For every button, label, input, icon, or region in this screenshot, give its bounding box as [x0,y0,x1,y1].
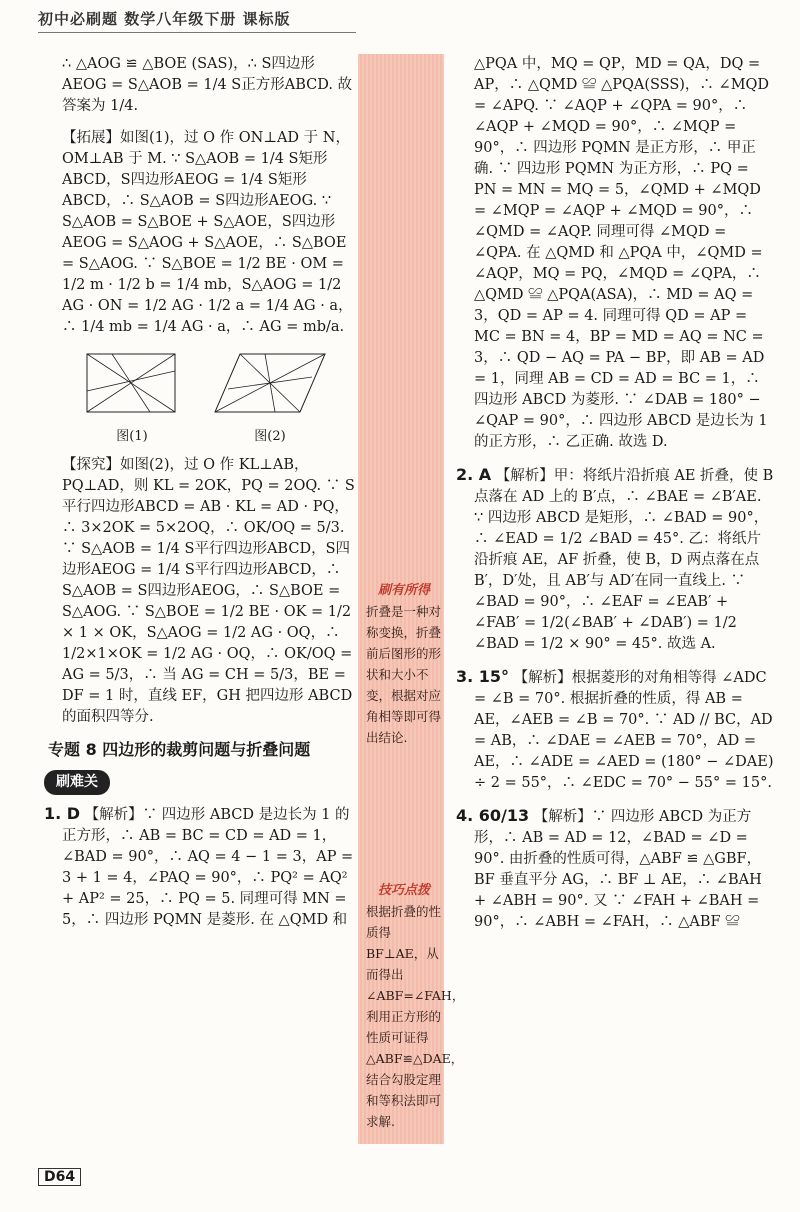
rectangle-figure [82,349,182,419]
figure-1 [82,349,182,447]
note-gain-text: 折叠是一种对称变换，折叠前后图形的形状和大小不变，根据对应角相等即可得出结论. [366,604,442,745]
note-tip [366,880,465,1132]
note-gain-title: 刷有所得 [377,583,430,598]
question-4 [456,805,774,933]
difficulty-banner [44,770,356,795]
difficulty-pill: 刷难关 [44,770,110,795]
question-1 [44,803,356,931]
question-2 [456,464,774,655]
header-rule [38,32,356,33]
question-4-number: 4. 60/13 [456,806,530,825]
page-number: D64 [38,1168,81,1186]
left-paragraph-1: ∴ △AOG ≌ △BOE (SAS)，∴ S四边形AEOG = S△AOB = 1/4 S正方形ABCD. 故答案为 1/4. [62,56,353,114]
right-paragraph-1: △PQA 中，MQ = QP，MD = QA，DQ = AP，∴ △QMD ≌ △PQA(SSS)，∴ ∠MQD = ∠APQ. ∵ ∠AQP + ∠QPA = 90°，∴ ∠AQP + ∠MQD = 90°，∴ ∠MQP = 90°，∴ 四边形 PQMN 是正方形，∴ 甲正确. ∵ 四边形 PQMN 为正方形，∴ PQ = PN = MN = MQ = 5，∠QMD + ∠MQD = ∠MQP = ∠AQP + ∠MQD = 90°，∴ ∠QMD = ∠AQP. 同理可得 ∠MQD = ∠QPA. 在 △QMD 和 △PQA 中，∠QMD = ∠AQP，MQ = PQ，∠MQD = ∠QPA，∴ △QMD ≌ △PQA(ASA)，∴ MD = AQ = 3，QD = AP = 4. 同理可得 QD = AP = MC = BN = 4，BP = MD = AQ = NC = 3，∴ QD − AQ = PA − BP，即 AB = AD = 1，同理 AB = CD = AD = BC = 1，∴ 四边形 ABCD 为菱形. ∵ ∠DAB = 180° − ∠QAP = 90°，∴ 四边形 ABCD 是边长为 1 的正方形，∴ 乙正确. 故选 D. [474,56,770,450]
figure-2-caption: 图(2) [254,429,286,444]
page-header: 初中必刷题 数学八年级下册 课标版 [38,10,291,28]
question-3-number: 3. 15° [456,667,510,686]
question-2-number: 2. A [456,465,492,484]
parallelogram-figure [210,349,330,419]
figure-2 [210,349,330,447]
note-tip-title: 技巧点拨 [377,883,430,898]
figure-1-caption: 图(1) [116,429,148,444]
left-paragraph-expand: 【拓展】如图(1)，过 O 作 ON⊥AD 于 N，OM⊥AB 于 M. ∵ S△AOB = 1/4 S矩形ABCD，S四边形AEOG = 1/4 S矩形ABCD，∴ S△AOB = S四边形AEOG. ∵ S△AOB = S△BOE + S△AOE，S四边形AEOG = S△AOG + S△AOE，∴ S△BOE = S△AOG. ∵ S△BOE = 1/2 BE · OM = 1/2 m · 1/2 b = 1/4 mb，S△AOG = 1/2 AG · ON = 1/2 AG · 1/2 a = 1/4 AG · a，∴ 1/4 mb = 1/4 AG · a，∴ AG = mb/a. [62,130,353,335]
left-column [44,54,356,942]
question-4-text: 【解析】∵ 四边形 ABCD 为正方形，∴ AB = AD = 12，∠BAD = ∠D = 90°. 由折叠的性质可得，△ABF ≌ △GBF，BF 垂直平分 AG，∴ BF ⊥ AE，∴ ∠BAH + ∠ABH = 90°. 又 ∵ ∠FAH + ∠BAH = 90°，∴ ∠ABH = ∠FAH，∴ △ABF ≌ [474,809,762,930]
left-paragraph-explore: 【探究】如图(2)，过 O 作 KL⊥AB，PQ⊥AD，则 KL = 2OK，PQ = 2OQ. ∵ S平行四边形ABCD = AB · KL = AD · PQ，∴ 3×2OK = 5×2OQ，∴ OK/OQ = 5/3. ∵ S△AOB = 1/4 S平行四边形ABCD，S四边形AEOG = 1/4 S平行四边形ABCD，∴ S△AOB = S四边形AEOG，∴ S△BOE = S△AOG. ∵ S△BOE = 1/2 BE · OK = 1/2 × 1 × OK，S△AOG = 1/2 AG · OQ，∴ 1/2×1×OK = 1/2 AG · OQ，∴ OK/OQ = AG = 5/3，∴ 当 AG = CH = 5/3，BE = DF = 1 时，直线 EF，GH 把四边形 ABCD 的面积四等分. [62,457,355,725]
question-1-number: 1. D [44,804,81,823]
question-3-text: 【解析】根据菱形的对角相等得 ∠ADC = ∠B = 70°. 根据折叠的性质，得 AB = AE，∠AEB = ∠B = 70°. ∵ AD // BC，AD = AB，∴ ∠DAE = ∠AEB = 70°，AD = AE，∴ ∠ADE = ∠AED = (180° − ∠DAE) ÷ 2 = 55°，∴ ∠EDC = 70° − 55° = 15°. [474,670,774,791]
question-2-text: 【解析】甲：将纸片沿折痕 AE 折叠，使 B 点落在 AD 上的 B′点，∴ ∠BAE = ∠B′AE. ∵ 四边形 ABCD 是矩形，∴ ∠BAD = 90°，∴ ∠EAD = 1/2 ∠BAD = 45°. 乙：将纸片沿折痕 AE，AF 折叠，使 B，D 两点落在点 B′，D′处，且 AB′与 AD′在同一直线上. ∵ ∠BAD = 90°，∴ ∠EAF = ∠EAB′ + ∠FAB′ = 1/2(∠BAB′ + ∠DAB′) = 1/2 ∠BAD = 1/2 × 90° = 45°. 故选 A. [474,468,774,652]
note-gain [366,580,442,748]
section-title: 专题 8 四边形的裁剪问题与折叠问题 [48,740,311,759]
right-column [456,54,774,944]
figures [82,349,356,447]
question-1-text: 【解析】∵ 四边形 ABCD 是边长为 1 的正方形，∴ AB = BC = CD = AD = 1，∠BAD = 90°，∴ AQ = 4 − 1 = 3，AP = 3 + 1 = 4，∠PAQ = 90°，∴ PQ² = AQ² + AP² = 25，∴ PQ = 5. 同理可得 MN = 5，∴ 四边形 PQMN 是菱形. 在 △QMD 和 [62,807,354,928]
note-tip-text: 根据折叠的性质得 BF⊥AE，从而得出 ∠ABF=∠FAH，利用正方形的性质可证得 △ABF≌△DAE，结合勾股定理和等积法即可求解. [366,904,465,1129]
question-3 [456,666,774,794]
